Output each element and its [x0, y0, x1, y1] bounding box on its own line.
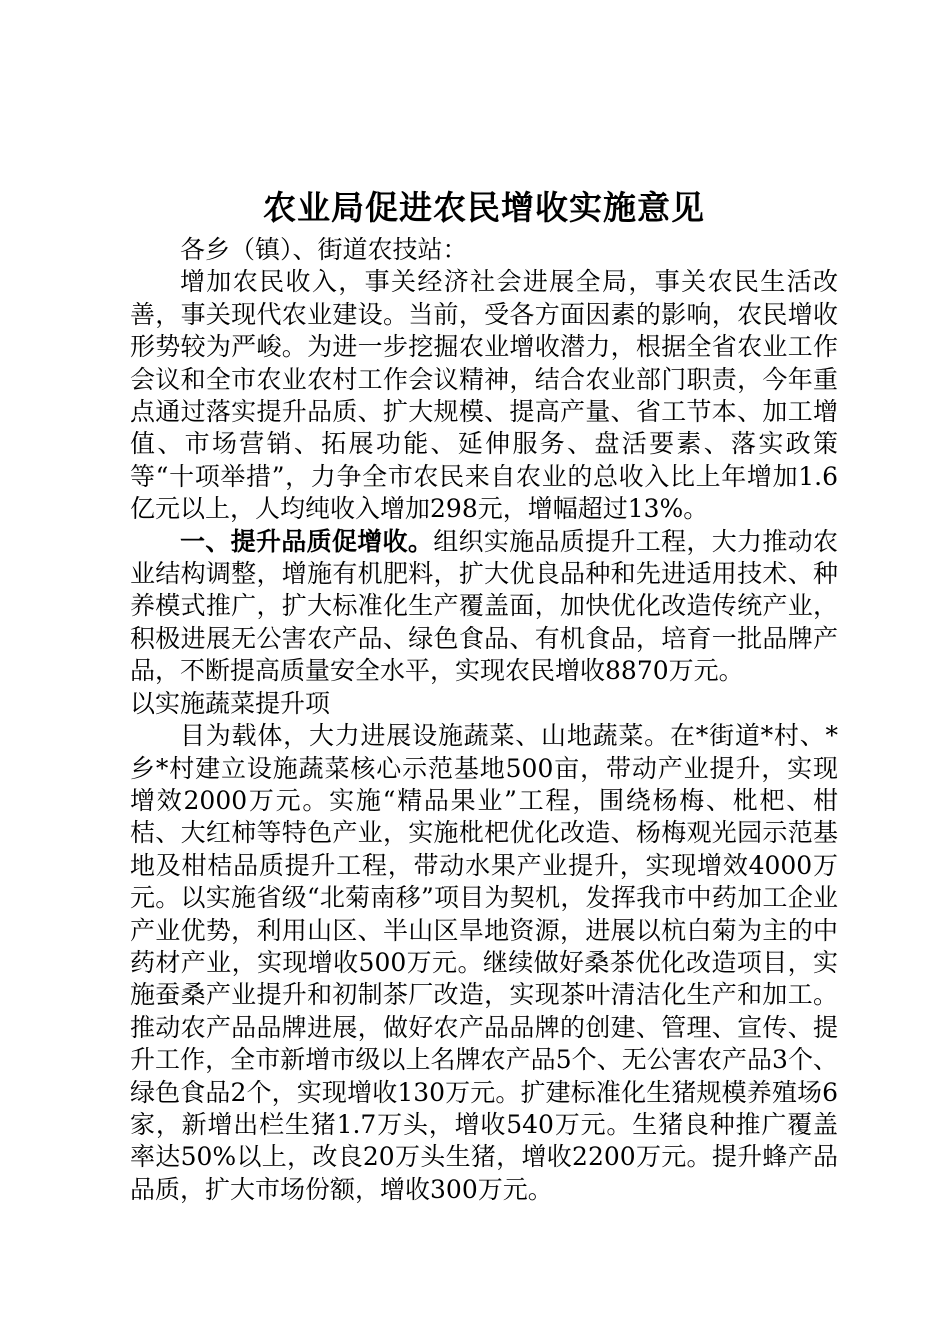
fragment-line: 以实施蔬菜提升项 — [130, 688, 331, 718]
salutation: 各乡（镇）、街道农技站： — [180, 235, 468, 264]
section-1-paragraph — [130, 526, 838, 688]
section-1-heading: 一、提升品质促增收。 — [180, 526, 434, 556]
section-1-body: 组织实施品质提升工程，大力推动农业结构调整，增施有机肥料，扩大优良品种和先进适用技术、种养模式推广，扩大标准化生产覆盖面，加快优化改造传统产业，积极进展无公害农产品、绿色食品、有机食品，培育一批品牌产品，不断提高质量安全水平，实现农民增收8870万元。 — [130, 526, 838, 686]
continuation-paragraph: 目为载体，大力进展设施蔬菜、山地蔬菜。在*街道*村、*乡*村建立设施蔬菜核心示范基地500亩，带动产业提升，实现增效2000万元。实施“精品果业”工程，围绕杨梅、枇杷、柑桔、大红柿等特色产业，实施枇杷优化改造、杨梅观光园示范基地及柑桔品质提升工程，带动水果产业提升，实现增效4000万元。以实施省级“北菊南移”项目为契机，发挥我市中药加工企业产业优势，利用山区、半山区旱地资源，进展以杭白菊为主的中药材产业，实现增收500万元。继续做好桑茶优化改造项目，实施蚕桑产业提升和初制茶厂改造，实现茶叶清洁化生产和加工。推动农产品品牌进展，做好农产品品牌的创建、管理、宣传、提升工作，全市新增市级以上名牌农产品5个、无公害农产品3个、绿色食品2个，实现增收130万元。扩建标准化生猪规模养殖场6家，新增出栏生猪1.7万头，增收540万元。生猪良种推广覆盖率达50%以上，改良20万头生猪，增收2200万元。提升蜂产品品质，扩大市场份额，增收300万元。 — [130, 721, 838, 1204]
document-page — [130, 186, 838, 1206]
intro-paragraph: 增加农民收入，事关经济社会进展全局，事关农民生活改善，事关现代农业建设。当前，受各方面因素的影响，农民增收形势较为严峻。为进一步挖掘农业增收潜力，根据全省农业工作会议和全市农业农村工作会议精神，结合农业部门职责，今年重点通过落实提升品质、扩大规模、提高产量、省工节本、加工增值、市场营销、拓展功能、延伸服务、盘活要素、落实政策等“十项举措”，力争全市农民来自农业的总收入比上年增加1.6亿元以上，人均纯收入增加298元，增幅超过13%。 — [130, 267, 838, 524]
document-title: 农业局促进农民增收实施意见 — [263, 188, 705, 227]
